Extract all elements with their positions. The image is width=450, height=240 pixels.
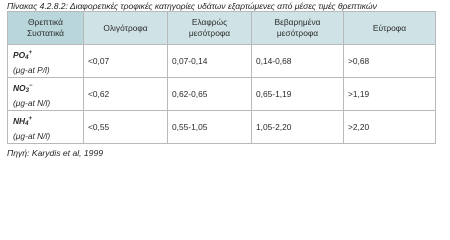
table-cell: 0,62-0,65 [168,78,252,111]
source-note: Πηγή: Karydis et al, 1999 [7,148,104,158]
row-label-nh4 [8,111,84,144]
row-label-po4 [8,45,84,78]
param-unit: (μg-at N/l) [13,97,51,108]
table-row-po4 [8,45,436,78]
table-cell: 0,65-1,19 [252,78,344,111]
param-subscript: 3 [25,87,29,94]
header-eutrophic: Εύτροφα [344,12,436,45]
table-cell: <0,55 [84,111,168,144]
table-row-nh4 [8,111,436,144]
header-burdened-mesotrophic [252,12,344,45]
table-cell: <0,07 [84,45,168,78]
param-superscript: + [28,49,32,56]
table-header-row [8,12,436,45]
trophic-categories-table [7,11,436,144]
table-cell: 1,05-2,20 [252,111,344,144]
header-nutrients-line2: Συστατικά [26,28,65,38]
header-slightly-mesotrophic [168,12,252,45]
table-cell: 0,55-1,05 [168,111,252,144]
header-nutrients-line1: Θρεπτικά [28,17,63,27]
param-superscript: + [28,115,32,122]
table-cell: 0,07-0,14 [168,45,252,78]
header-oligotrophic: Ολιγότροφα [84,12,168,45]
param-name-po4 [13,47,79,64]
param-name-no3 [13,80,79,97]
header-burdened-mesotrophic-line2: μεσότροφα [276,28,319,38]
header-burdened-mesotrophic-line1: Βεβαρημένα [274,17,321,27]
param-name-nh4 [13,113,79,130]
table-cell: >0,68 [344,45,436,78]
param-subscript: 4 [25,120,29,127]
table-cell: 0,14-0,68 [252,45,344,78]
header-slightly-mesotrophic-line1: Ελαφρώς [191,17,228,27]
param-unit: (μg-at P/l) [13,64,50,75]
table-cell: >1,19 [344,78,436,111]
table-cell: <0,62 [84,78,168,111]
header-nutrients [8,12,84,45]
param-subscript: 4 [25,54,29,61]
table-caption: Πίνακας 4.2.8.2: Διαφορετικές τροφικές κατηγορίες υδάτων εξαρτώμενες από μέσες τιμές θρεπτικών [7,1,377,11]
param-unit: (μg-at N/l) [13,130,51,141]
param-superscript: − [28,82,33,89]
param-base: NH [13,115,26,126]
param-base: PO [13,49,26,60]
param-base: NO [13,82,26,93]
table-cell: >2,20 [344,111,436,144]
table-row-no3 [8,78,436,111]
header-slightly-mesotrophic-line2: μεσότροφα [188,28,231,38]
row-label-no3 [8,78,84,111]
